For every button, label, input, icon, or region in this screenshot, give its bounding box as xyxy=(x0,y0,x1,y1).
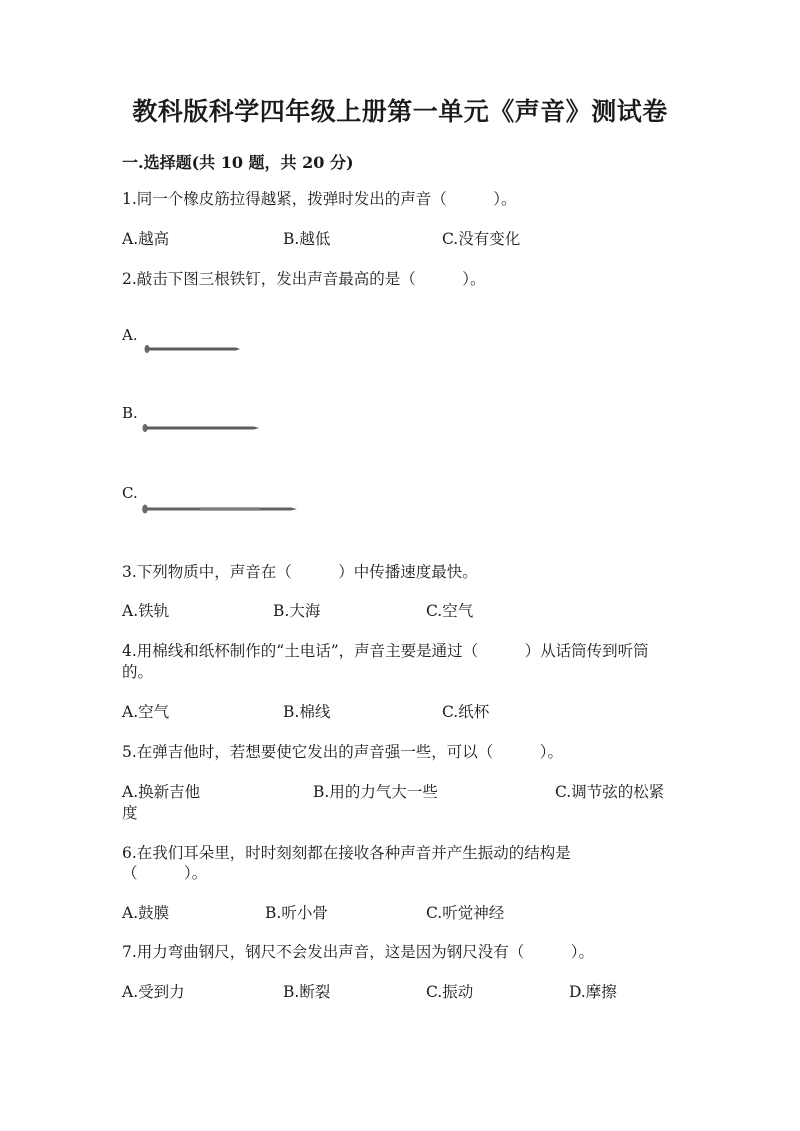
q4-option-b: B.棉线 xyxy=(283,703,331,721)
q1-option-b: B.越低 xyxy=(283,230,331,248)
q3-option-c: C.空气 xyxy=(426,602,474,620)
q1-option-c: C.没有变化 xyxy=(442,230,521,248)
question-5: 5.在弹吉他时，若想要使它发出的声音强一些，可以（ ）。 xyxy=(122,743,564,761)
q7-option-a: A.受到力 xyxy=(122,983,185,1001)
page-title: 教科版科学四年级上册第一单元《声音》测试卷 xyxy=(132,97,668,126)
question-3: 3.下列物质中，声音在（ ）中传播速度最快。 xyxy=(122,563,478,581)
section-heading: 一.选择题(共 10 题，共 20 分) xyxy=(122,153,354,172)
q3-option-a: A.铁轨 xyxy=(122,602,170,620)
question-2: 2.敲击下图三根铁钉，发出声音最高的是（ ）。 xyxy=(122,270,486,288)
q5-option-a: A.换新吉他 xyxy=(122,783,201,801)
nail-b-label: B. xyxy=(122,404,138,422)
q4-option-c: C.纸杯 xyxy=(442,703,490,721)
nail-b-image xyxy=(140,422,262,434)
question-6-line-1: 6.在我们耳朵里，时时刻刻都在接收各种声音并产生振动的结构是 xyxy=(122,844,571,862)
q5-option-b: B.用的力气大一些 xyxy=(313,783,438,801)
q6-option-b: B.听小骨 xyxy=(265,904,328,922)
nail-a-label: A. xyxy=(122,326,138,344)
question-4-line-1: 4.用棉线和纸杯制作的“土电话”，声音主要是通过（ ）从话筒传到听筒 xyxy=(122,642,649,660)
q4-option-a: A.空气 xyxy=(122,703,170,721)
q5-option-c-wrap: 度 xyxy=(122,804,138,822)
question-6-line-2: （ ）。 xyxy=(122,864,208,882)
nail-c-label: C. xyxy=(122,484,138,502)
question-4-line-2: 的。 xyxy=(122,663,154,681)
q7-option-c: C.振动 xyxy=(426,983,474,1001)
q3-option-b: B.大海 xyxy=(273,602,321,620)
q6-option-c: C.听觉神经 xyxy=(426,904,505,922)
q5-option-c: C.调节弦的松紧 xyxy=(555,783,665,801)
question-1: 1.同一个橡皮筋拉得越紧，拨弹时发出的声音（ ）。 xyxy=(122,190,517,208)
q1-option-a: A.越高 xyxy=(122,230,170,248)
q7-option-b: B.断裂 xyxy=(283,983,331,1001)
nail-a-image xyxy=(142,343,242,355)
q6-option-a: A.鼓膜 xyxy=(122,904,170,922)
question-7: 7.用力弯曲钢尺，钢尺不会发出声音，这是因为钢尺没有（ ）。 xyxy=(122,943,595,961)
nail-c-image xyxy=(140,502,300,516)
q7-option-d: D.摩擦 xyxy=(569,983,617,1001)
